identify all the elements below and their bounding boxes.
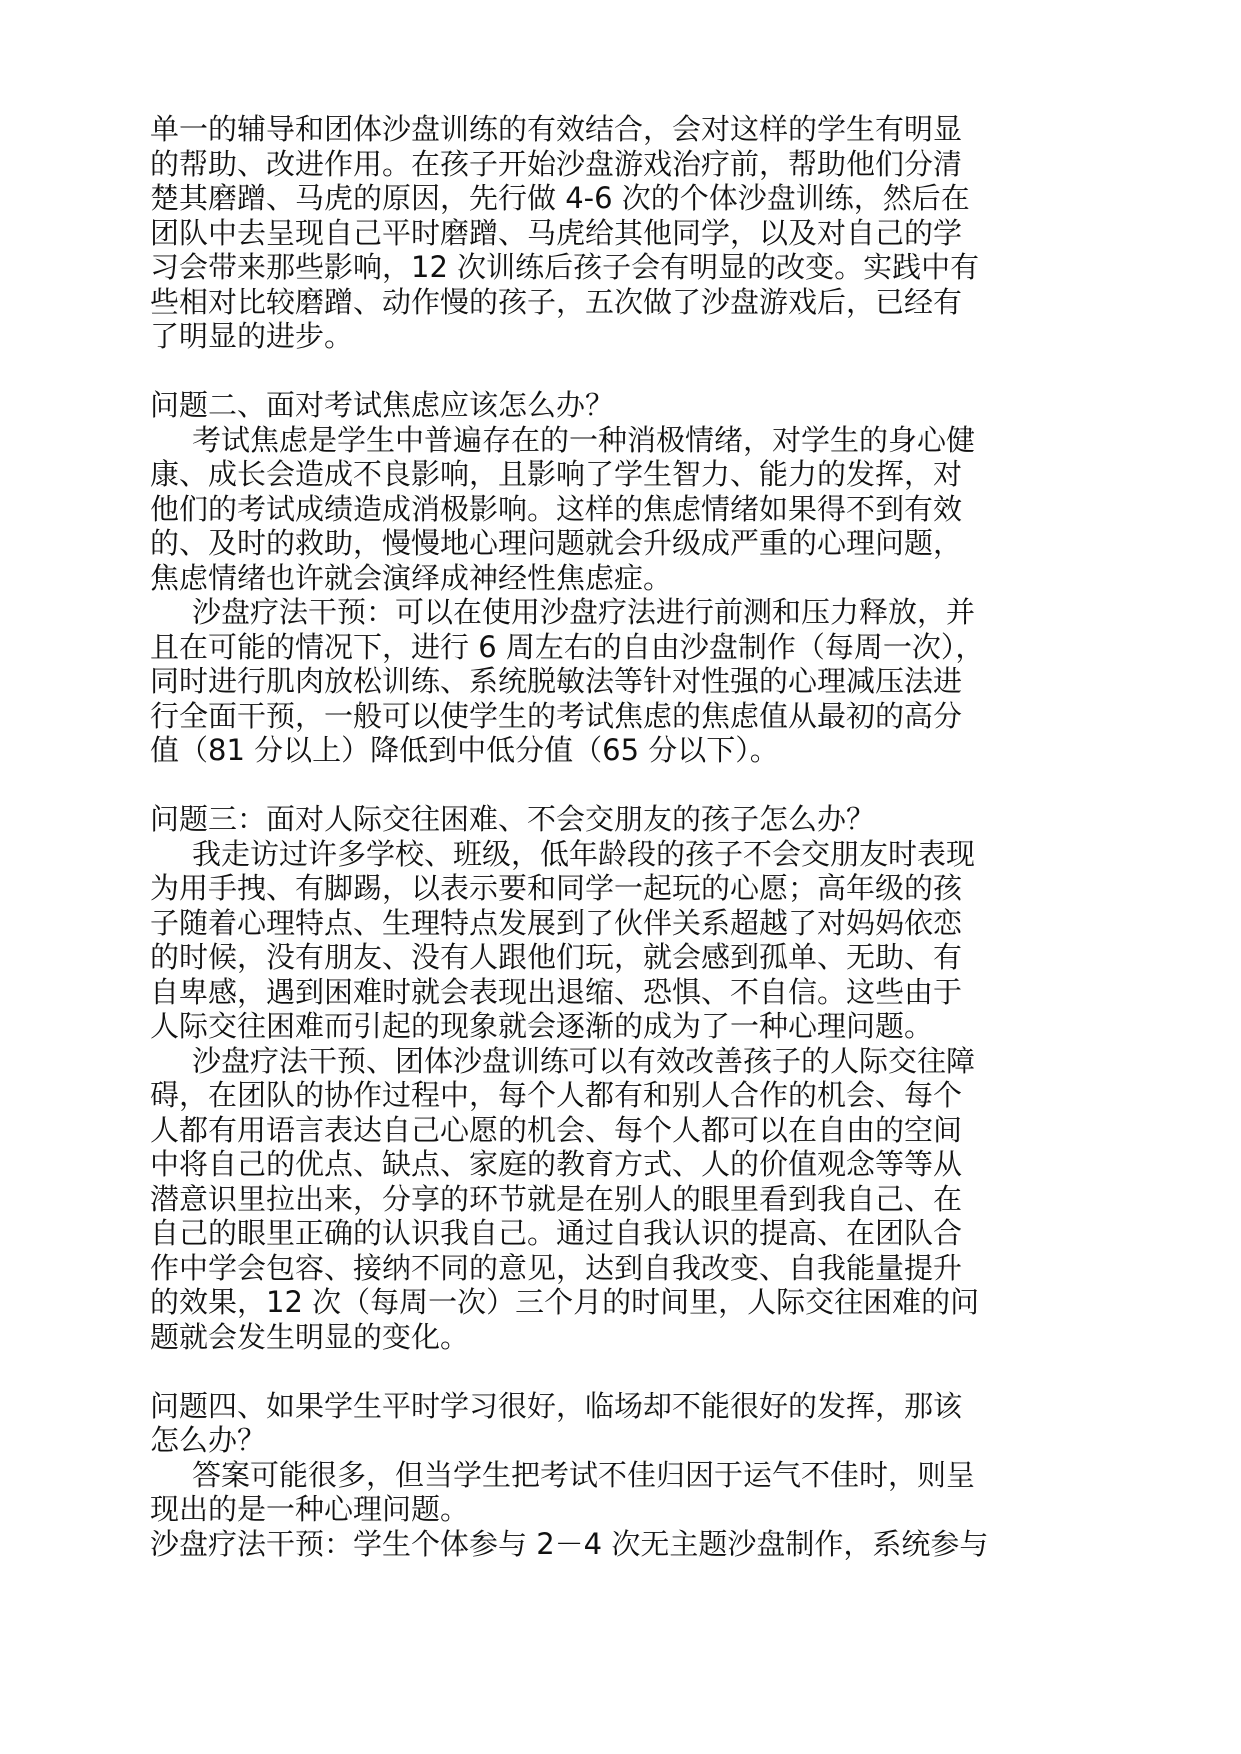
text-line: 自己的眼里正确的认识我自己。通过自我认识的提高、在团队合 xyxy=(150,1216,963,1250)
text-line: 些相对比较磨蹭、动作慢的孩子，五次做了沙盘游戏后，已经有 xyxy=(150,284,963,319)
text-line: 我走访过许多学校、班级，低年龄段的孩子不会交朋友时表现 xyxy=(192,836,976,871)
text-line: 人际交往困难而引起的现象就会逐渐的成为了一种心理问题。 xyxy=(150,1009,934,1043)
question-3-paragraph-2 xyxy=(150,1044,1100,1355)
document-body xyxy=(150,112,1100,1561)
question-2-heading: 问题二、面对考试焦虑应该怎么办？ xyxy=(150,388,615,422)
text-line: 了明显的进步。 xyxy=(150,319,354,353)
text-line: 同时进行肌肉放松训练、系统脱敏法等针对性强的心理减压法进 xyxy=(150,664,963,698)
text-line: 的帮助、改进作用。在孩子开始沙盘游戏治疗前，帮助他们分清 xyxy=(150,146,963,181)
question-3-paragraph-1 xyxy=(150,837,1100,1044)
text-line: 的、及时的救助，慢慢地心理问题就会升级成严重的心理问题， xyxy=(150,526,963,560)
text-line: 现出的是一种心理问题。 xyxy=(150,1492,470,1526)
text-line: 人都有用语言表达自己心愿的机会、每个人都可以在自由的空间 xyxy=(150,1112,963,1147)
text-line: 行全面干预，一般可以使学生的考试焦虑的焦虑值从最初的高分 xyxy=(150,698,963,733)
text-line: 单一的辅导和团体沙盘训练的有效结合，会对这样的学生有明显 xyxy=(150,112,963,146)
text-line: 题就会发生明显的变化。 xyxy=(150,1319,470,1354)
text-line: 习会带来那些影响，12 次训练后孩子会有明显的改变。实践中有 xyxy=(150,250,980,284)
question-2-paragraph-2 xyxy=(150,595,1100,768)
intro-paragraph xyxy=(150,112,1100,354)
question-2-paragraph-1 xyxy=(150,423,1100,596)
text-line: 的效果，12 次（每周一次）三个月的时间里，人际交往困难的问 xyxy=(150,1285,980,1319)
text-line: 沙盘疗法干预：学生个体参与 2－4 次无主题沙盘制作，系统参与 xyxy=(150,1526,989,1561)
text-line: 中将自己的优点、缺点、家庭的教育方式、人的价值观念等等从 xyxy=(150,1147,963,1181)
text-line: 作中学会包容、接纳不同的意见，达到自我改变、自我能量提升 xyxy=(150,1250,963,1285)
paragraph-gap xyxy=(150,768,1100,803)
text-line: 潜意识里拉出来，分享的环节就是在别人的眼里看到我自己、在 xyxy=(150,1181,963,1216)
paragraph-gap xyxy=(150,1354,1100,1389)
question-3-heading: 问题三：面对人际交往困难、不会交朋友的孩子怎么办？ xyxy=(150,802,876,836)
text-line: 问题四、如果学生平时学习很好，临场却不能很好的发挥，那该 xyxy=(150,1388,963,1423)
text-line: 答案可能很多，但当学生把考试不佳归因于运气不佳时，则呈 xyxy=(192,1457,976,1492)
text-line: 怎么办？ xyxy=(150,1423,267,1457)
paragraph-gap xyxy=(150,354,1100,389)
text-line: 子随着心理特点、生理特点发展到了伙伴关系超越了对妈妈依恋 xyxy=(150,905,963,940)
text-line: 自卑感，遇到困难时就会表现出退缩、恐惧、不自信。这些由于 xyxy=(150,974,963,1009)
text-line: 康、成长会造成不良影响，且影响了学生智力、能力的发挥，对 xyxy=(150,457,963,491)
text-line: 焦虑情绪也许就会演绎成神经性焦虑症。 xyxy=(150,560,673,595)
text-line: 楚其磨蹭、马虎的原因，先行做 4-6 次的个体沙盘训练，然后在 xyxy=(150,181,970,215)
question-4-paragraph-2 xyxy=(150,1527,1100,1562)
text-line: 团队中去呈现自己平时磨蹭、马虎给其他同学，以及对自己的学 xyxy=(150,215,963,250)
text-line: 沙盘疗法干预、团体沙盘训练可以有效改善孩子的人际交往障 xyxy=(192,1043,976,1078)
text-line: 碍，在团队的协作过程中，每个人都有和别人合作的机会、每个 xyxy=(150,1078,963,1112)
text-line: 为用手拽、有脚踢，以表示要和同学一起玩的心愿；高年级的孩 xyxy=(150,871,963,905)
text-line: 的时候，没有朋友、没有人跟他们玩，就会感到孤单、无助、有 xyxy=(150,940,963,974)
text-line: 值（81 分以上）降低到中低分值（65 分以下）。 xyxy=(150,733,779,767)
text-line: 沙盘疗法干预：可以在使用沙盘疗法进行前测和压力释放，并 xyxy=(192,595,976,629)
question-4-paragraph-1 xyxy=(150,1458,1100,1527)
text-line: 且在可能的情况下，进行 6 周左右的自由沙盘制作（每周一次）， xyxy=(150,629,985,664)
question-4-heading xyxy=(150,1389,1100,1458)
text-line: 考试焦虑是学生中普遍存在的一种消极情绪，对学生的身心健 xyxy=(192,422,976,457)
text-line: 他们的考试成绩造成消极影响。这样的焦虑情绪如果得不到有效 xyxy=(150,491,963,526)
